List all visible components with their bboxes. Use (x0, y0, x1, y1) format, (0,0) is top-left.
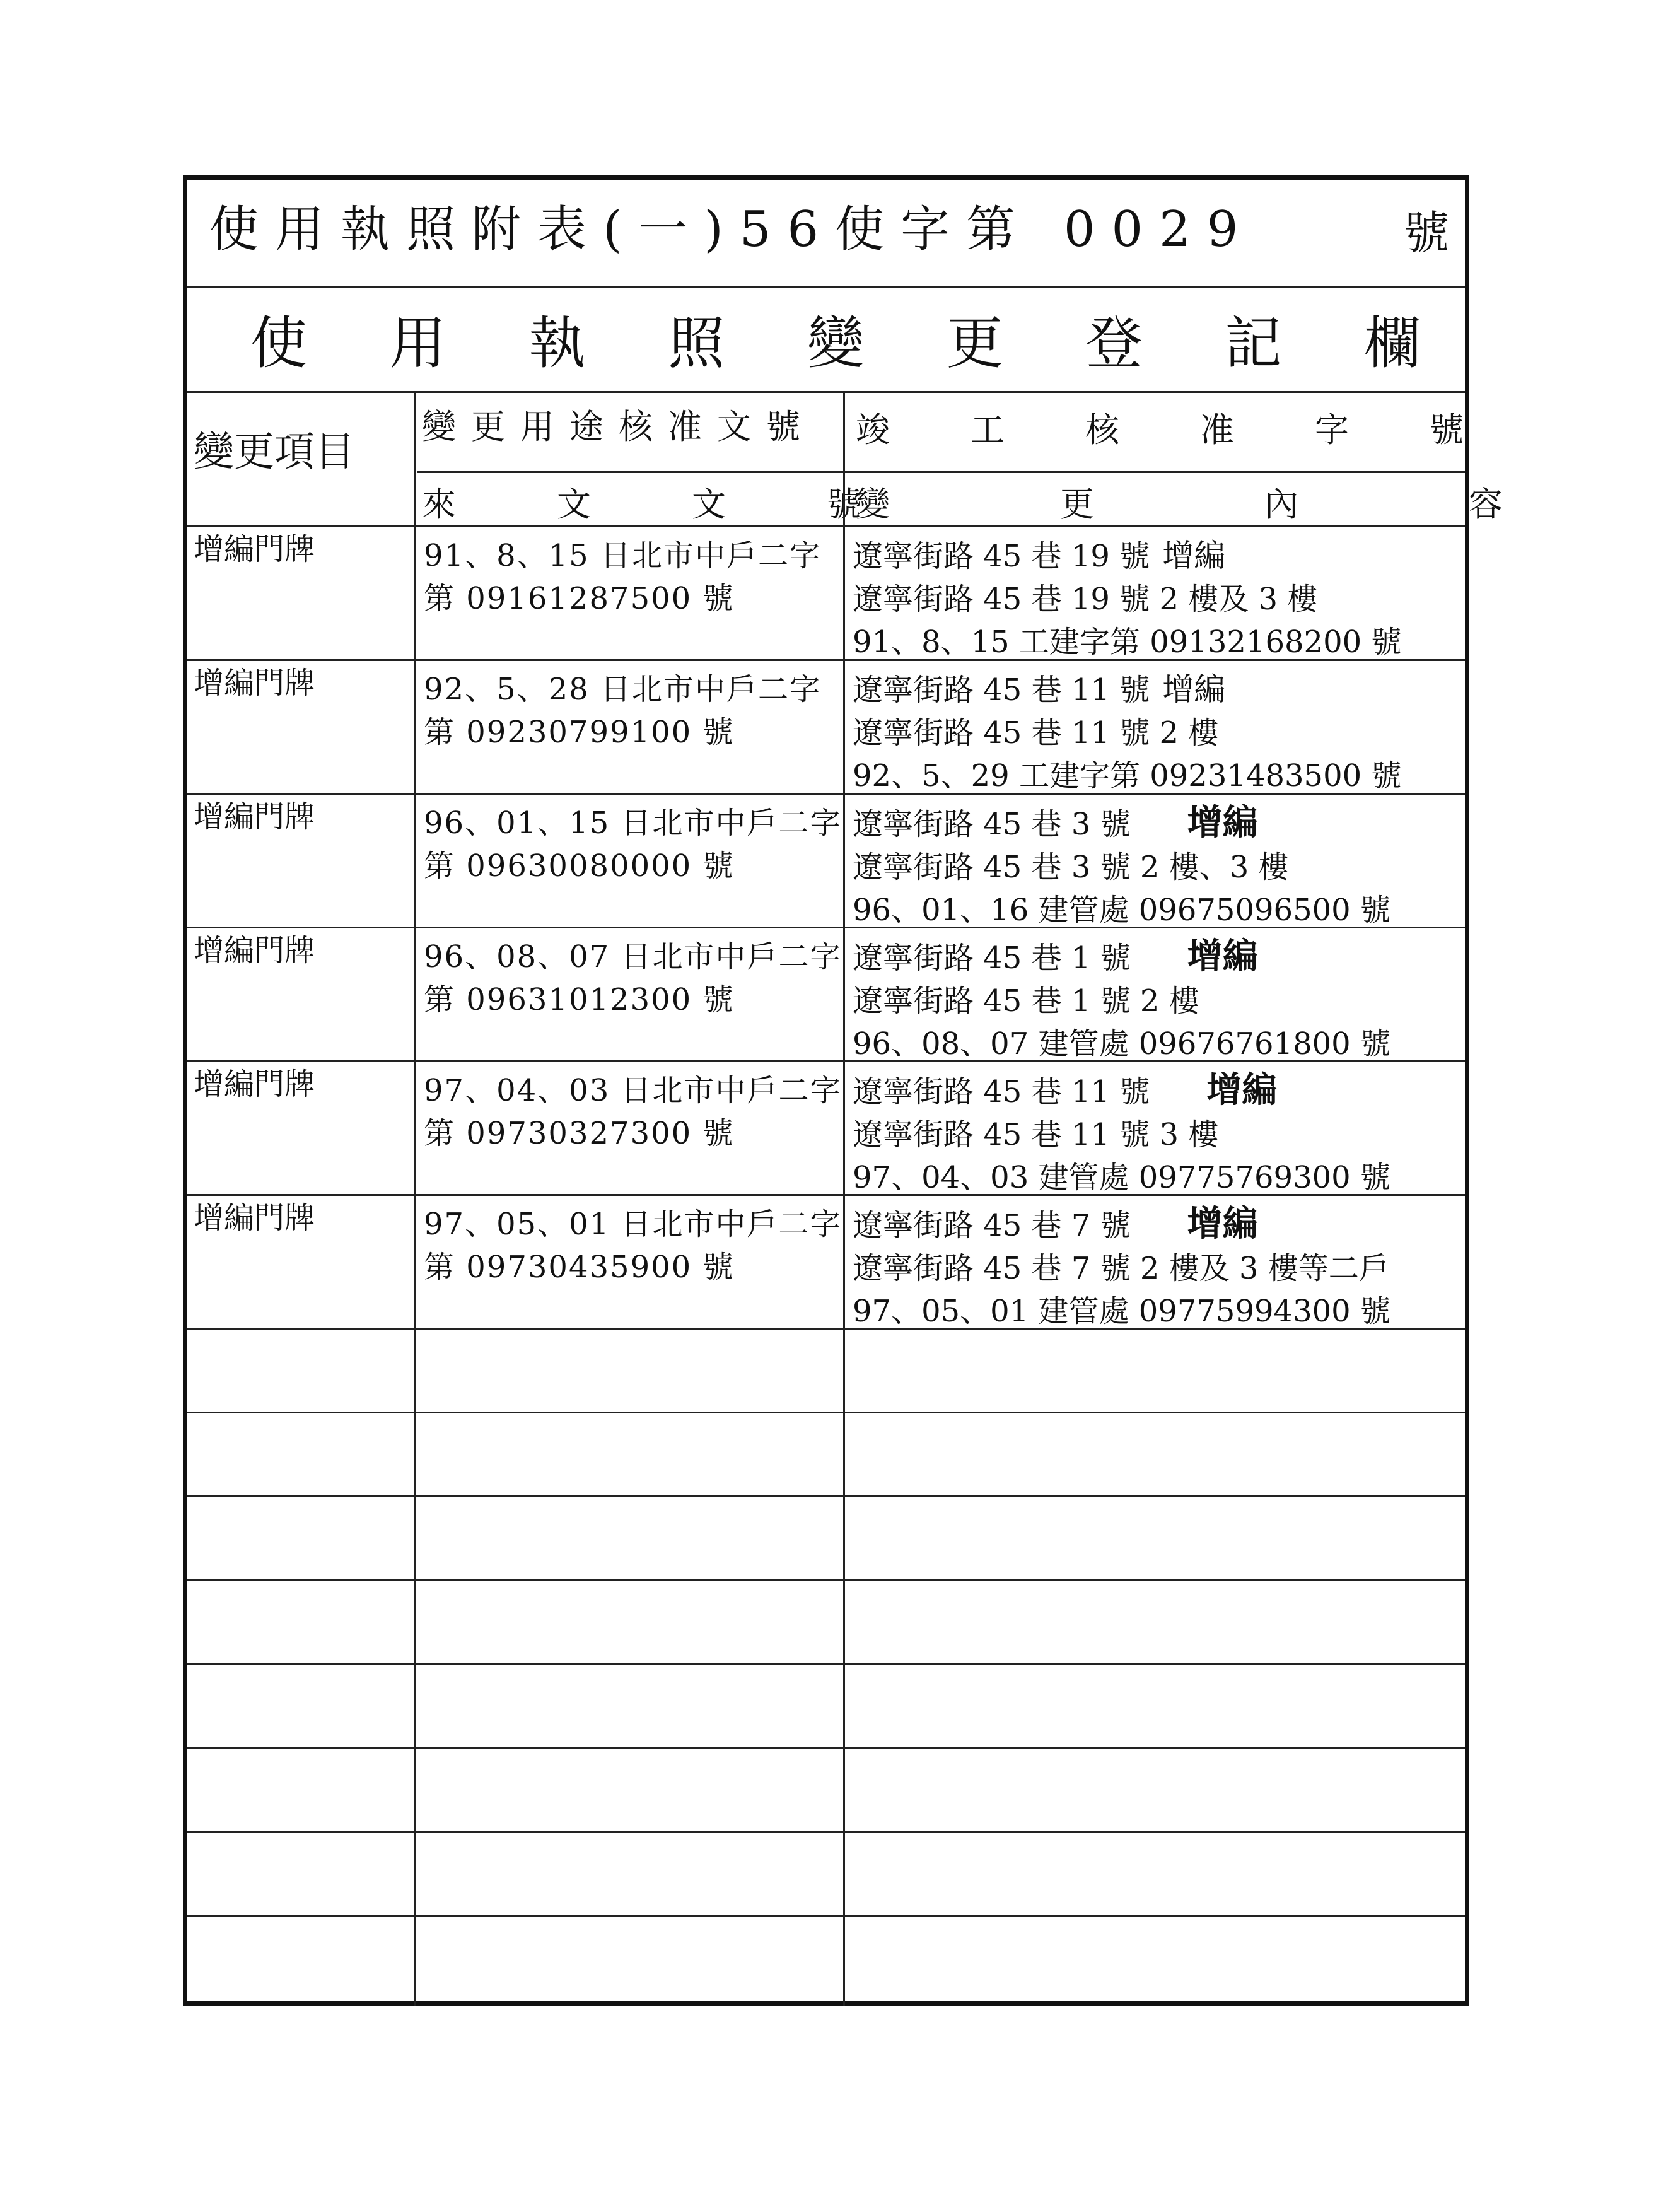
row-content: 遼寧街路 45 巷 3 號 增編 遼寧街路 45 巷 3 號 2 樓、3 樓 96、01、16 建管處 09675096500 號 (853, 802, 1390, 928)
header-char: 更 (946, 310, 1003, 377)
row-item: 增編門牌 (194, 532, 315, 567)
col2-bottom-label: 來文文號 (422, 484, 962, 524)
header-char: 變 (807, 310, 864, 377)
header-char: 欄 (1364, 310, 1421, 377)
form-title: 使用執照附表(一)56使字第 0029 (209, 201, 1255, 258)
empty-row-divider (187, 1412, 1465, 1413)
empty-row-divider (187, 1831, 1465, 1833)
row-item: 增編門牌 (194, 799, 315, 834)
row-divider (187, 1328, 1465, 1330)
form-title-suffix: 號 (1403, 206, 1449, 259)
row-item: 增編門牌 (194, 1200, 315, 1236)
table-row (187, 927, 1465, 1060)
table-row (187, 1194, 1465, 1328)
row-doc-number: 97、04、03 日北市中戶二字 第 09730327300 號 (424, 1073, 842, 1151)
title-divider (187, 286, 1465, 288)
col3-bottom-label: 變更內容 (856, 484, 1673, 524)
row-content: 遼寧街路 45 巷 11 號 增編 遼寧街路 45 巷 11 號 2 樓 92、5、29 工建字第 09231483500 號 (853, 671, 1402, 793)
header-char: 使 (250, 310, 307, 377)
header-char: 記 (1225, 310, 1282, 377)
row-doc-number: 96、01、15 日北市中戶二字 第 09630080000 號 (424, 805, 842, 884)
header-char: 照 (668, 310, 725, 377)
header-char: 執 (528, 310, 586, 377)
empty-row-divider (187, 1915, 1465, 1917)
empty-row-divider (187, 1747, 1465, 1749)
row-content: 遼寧街路 45 巷 11 號 增編 遼寧街路 45 巷 11 號 3 樓 97、04、03 建管處 09775769300 號 (853, 1070, 1390, 1195)
section-header (250, 310, 1421, 391)
header-char: 登 (1085, 310, 1143, 377)
row-item: 增編門牌 (194, 665, 315, 701)
row-doc-number: 92、5、28 日北市中戶二字 第 09230799100 號 (424, 672, 821, 750)
row-item: 增編門牌 (194, 933, 315, 968)
row-doc-number: 91、8、15 日北市中戶二字 第 09161287500 號 (424, 538, 821, 616)
table-row (187, 793, 1465, 927)
table-row (187, 659, 1465, 793)
header-divider (187, 391, 1465, 393)
header-char: 用 (389, 310, 446, 377)
empty-row-divider (187, 1663, 1465, 1665)
row-content: 遼寧街路 45 巷 1 號 增編 遼寧街路 45 巷 1 號 2 樓 96、08、07 建管處 09676761800 號 (853, 936, 1390, 1062)
change-registration-form (183, 175, 1673, 2006)
col-item-label: 變更項目 (194, 429, 355, 476)
table-row (187, 525, 1465, 659)
empty-row-divider (187, 1495, 1465, 1497)
row-doc-number: 96、08、07 日北市中戶二字 第 09631012300 號 (424, 939, 842, 1017)
row-doc-number: 97、05、01 日北市中戶二字 第 09730435900 號 (424, 1207, 842, 1285)
subheader-divider (417, 471, 1465, 473)
row-item: 增編門牌 (194, 1067, 315, 1102)
row-content: 遼寧街路 45 巷 19 號 增編 遼寧街路 45 巷 19 號 2 樓及 3 樓 91、8、15 工建字第 09132168200 號 (853, 537, 1402, 660)
col3-top-label: 竣工核准字號 (856, 410, 1544, 450)
table-row (187, 1060, 1465, 1194)
col2-top-label: 變更用途核准文號 (422, 407, 815, 447)
row-content: 遼寧街路 45 巷 7 號 增編 遼寧街路 45 巷 7 號 2 樓及 3 樓等二戶 97、05、01 建管處 09775994300 號 (853, 1203, 1390, 1329)
empty-row-divider (187, 1579, 1465, 1581)
